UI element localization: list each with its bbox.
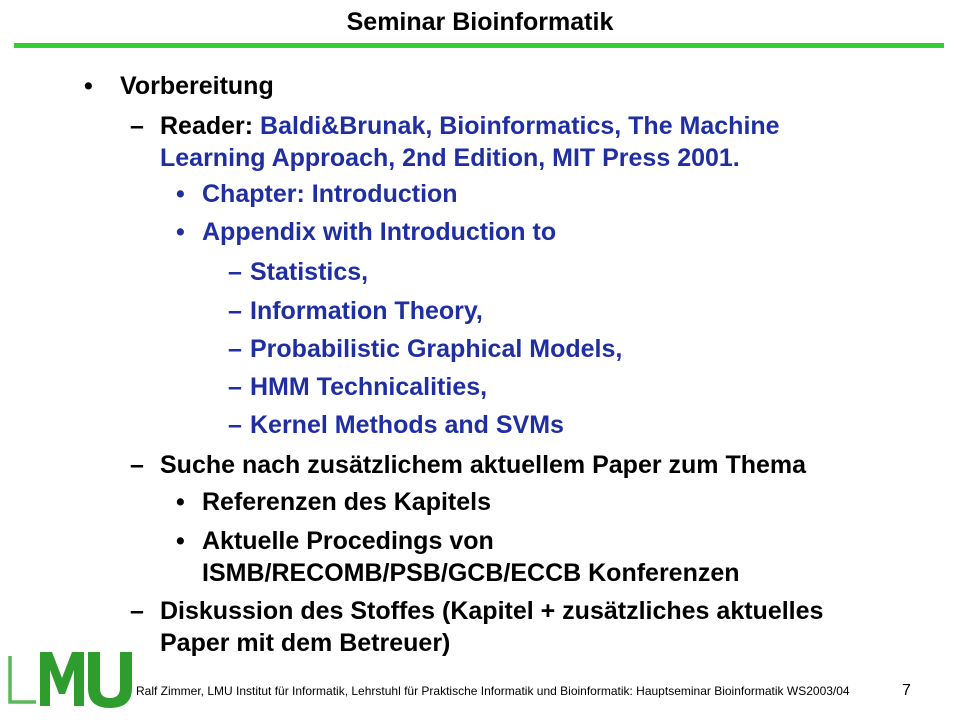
bullet-marker: • [176,218,185,246]
reader-line [160,111,780,141]
bullet-marker: • [84,72,93,100]
list-item-text: Diskussion des Stoffes (Kapitel + zusätzliches aktuelles [160,597,824,625]
list-item-text: HMM Technicalities, [250,373,488,401]
dash-marker: – [130,597,144,625]
list-item-text: Information Theory, [250,297,483,325]
bullet-marker: • [176,180,185,208]
chapter-name: Introduction [311,180,458,208]
list-item-text: Appendix with Introduction to [202,218,557,246]
list-item-text: Aktuelle Procedings von [202,527,494,555]
dash-marker: – [228,335,242,363]
reader-label: Reader: [160,112,254,140]
dash-marker: – [130,451,144,479]
dash-marker: – [228,297,242,325]
dash-marker: – [130,112,144,140]
dash-marker: – [228,373,242,401]
list-item-text: Probabilistic Graphical Models, [250,335,623,363]
chapter-label: Chapter: [202,180,305,208]
bullet-marker: • [176,488,185,516]
list-item-text: Referenzen des Kapitels [202,488,491,516]
list-item-text-continued: Paper mit dem Betreuer) [160,629,451,657]
reader-reference-continued: Learning Approach, 2nd Edition, MIT Press 2001. [160,144,740,172]
footer-credits: Ralf Zimmer, LMU Institut für Informatik, Lehrstuhl für Praktische Informatik und Bioinformatik: Hauptseminar Bioinformatik WS2003/04 [136,684,850,698]
reader-reference: Baldi&Brunak, Bioinformatics, The Machine [260,112,780,140]
page-number: 7 [902,682,911,699]
title-divider [14,43,944,48]
list-item-text: Suche nach zusätzlichem aktuellem Paper zum Thema [160,451,807,479]
list-item-text: Kernel Methods and SVMs [250,411,564,439]
bullet-marker: • [176,527,185,555]
dash-marker: – [228,411,242,439]
lmu-logo [0,640,136,710]
list-item-text: Vorbereitung [120,72,274,100]
slide-title: Seminar Bioinformatik [346,8,614,36]
chapter-line [202,179,458,209]
list-item-text-continued: ISMB/RECOMB/PSB/GCB/ECCB Konferenzen [202,559,740,587]
dash-marker: – [228,258,242,286]
list-item-text: Statistics, [250,258,369,286]
